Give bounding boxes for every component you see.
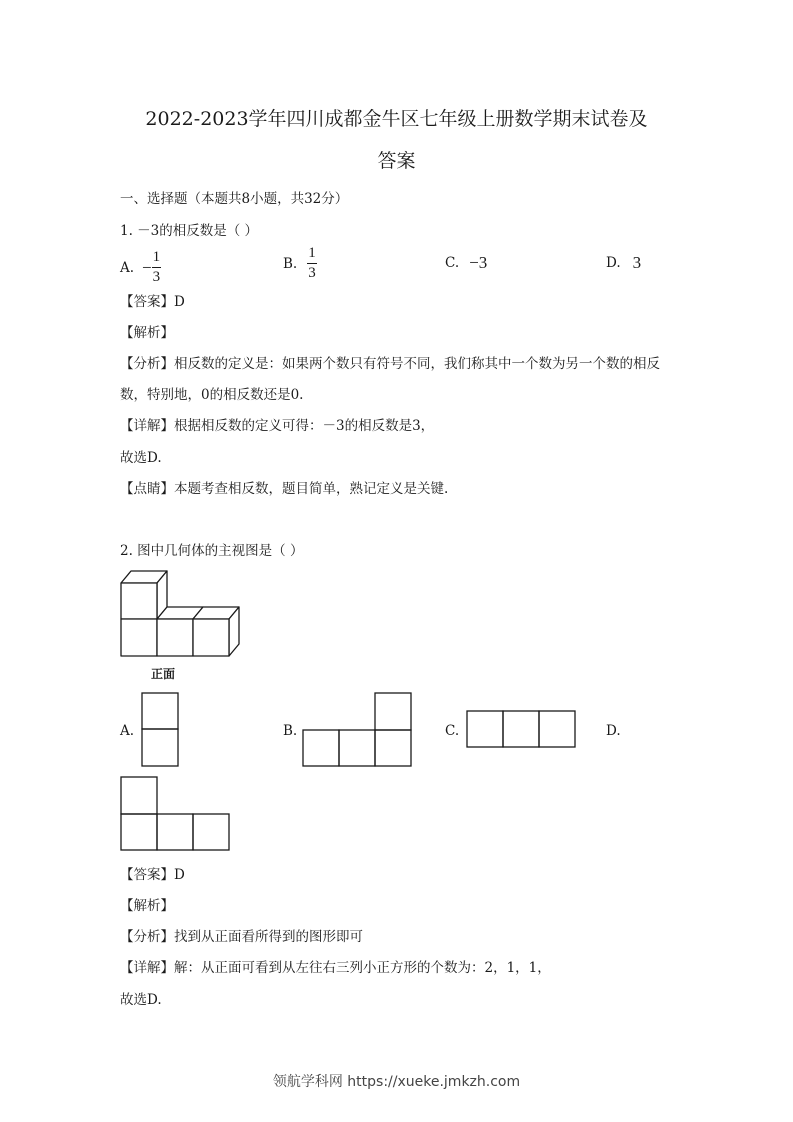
q2-analysis-label: 【解析】 [120, 898, 174, 914]
q2-option-a-letter: A. [120, 723, 135, 739]
q1-option-d-letter: D. [606, 255, 621, 271]
q1-option-a-sign: − [142, 257, 152, 277]
q2-detail: 【详解】解：从正面可看到从左往右三列小正方形的个数为：2，1，1， [120, 960, 551, 976]
q1-option-a-numerator: 1 [152, 250, 162, 268]
q1-fenxi-line2: 数，特别地，0的相反数还是0. [120, 387, 304, 403]
page-title-line2: 答案 [377, 150, 416, 172]
q2-answer: 【答案】D [120, 867, 185, 883]
q1-option-a-denominator: 3 [152, 269, 161, 285]
q2-figure-caption: 正面 [151, 667, 176, 681]
page-title: 2022-2023学年四川成都金牛区七年级上册数学期末试卷及 [145, 108, 648, 130]
q2-option-c-letter: C. [445, 723, 460, 739]
q2-option-b-letter: B. [283, 723, 298, 739]
q1-option-c-letter: C. [445, 255, 460, 271]
q2-stem: 2. 图中几何体的主视图是（ ） [120, 543, 304, 559]
q1-analysis-label: 【解析】 [120, 325, 174, 341]
q2-fenxi: 【分析】找到从正面看所得到的图形即可 [120, 929, 363, 945]
q2-choose: 故选D. [120, 992, 162, 1008]
q1-comment: 【点睛】本题考查相反数，题目简单，熟记定义是关键. [120, 481, 449, 497]
q1-answer: 【答案】D [120, 294, 185, 310]
q1-stem: 1. －3的相反数是（ ） [120, 223, 259, 239]
q1-option-b-denominator: 3 [308, 265, 316, 281]
q1-option-d-value: 3 [632, 253, 642, 272]
q2-option-d-letter: D. [606, 723, 621, 739]
q1-choose: 故选D. [120, 450, 162, 466]
q1-option-b-letter: B. [283, 255, 298, 272]
footer-watermark: 领航学科网 https://xueke.jmkzh.com [272, 1074, 521, 1090]
q1-option-a-letter: A. [120, 259, 135, 276]
section-heading: 一、选择题（本题共8小题，共32分） [120, 191, 349, 207]
q1-option-b-numerator: 1 [307, 246, 317, 264]
q1-option-c-value: −3 [469, 253, 488, 272]
q1-fenxi-line1: 【分析】相反数的定义是：如果两个数只有符号不同，我们称其中一个数为另一个数的相反 [120, 356, 660, 372]
q1-detail: 【详解】根据相反数的定义可得：－3的相反数是3， [120, 418, 435, 434]
